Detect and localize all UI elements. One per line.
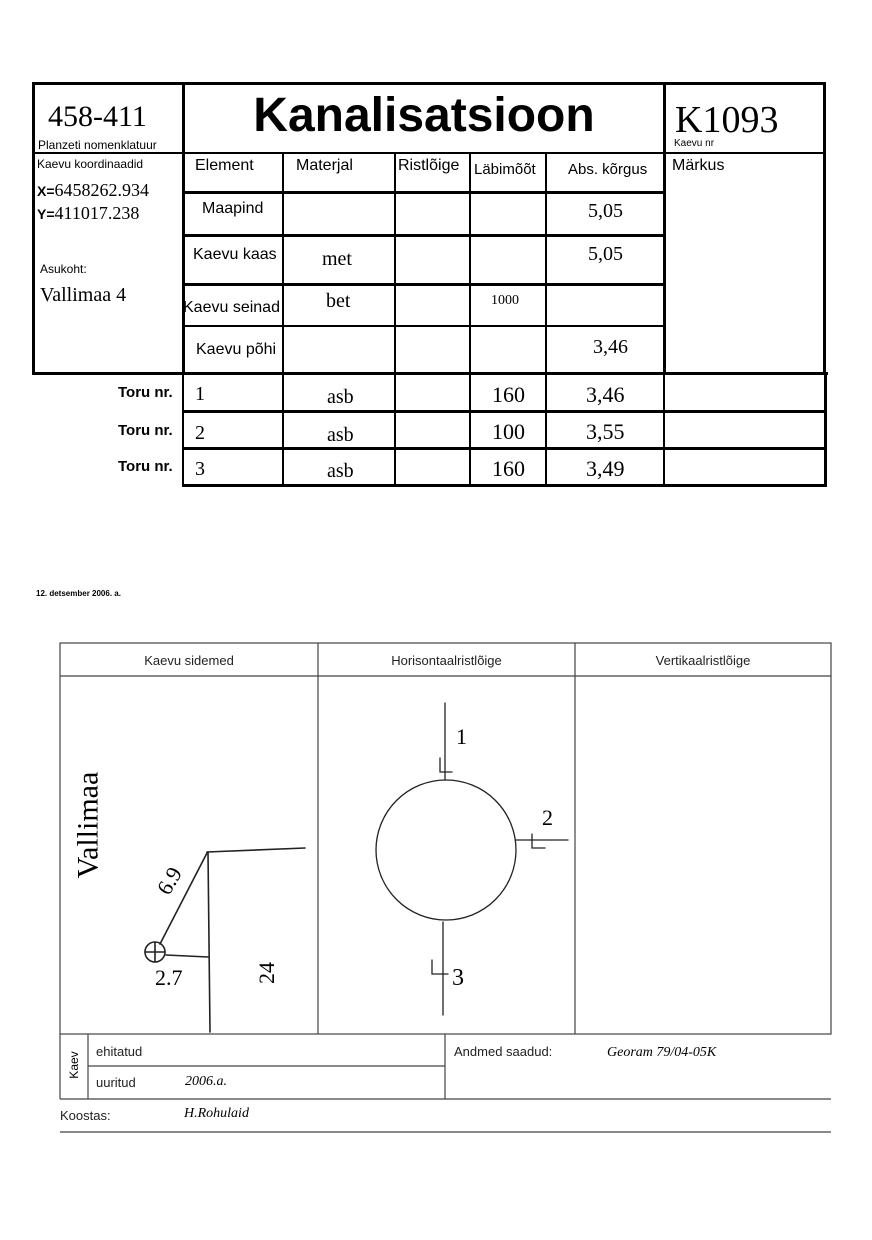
row-material: met <box>322 248 352 270</box>
pipe-label: Toru nr. <box>118 422 173 439</box>
x-label: X= <box>37 183 55 199</box>
row-height: 5,05 <box>588 243 623 265</box>
row-diameter: 1000 <box>491 293 519 308</box>
col-header-abs-height: Abs. kõrgus <box>568 161 648 178</box>
y-value: 411017.238 <box>54 203 140 223</box>
horizontal-section-sketch <box>376 703 568 1015</box>
document-date: 12. detsember 2006. a. <box>36 589 121 598</box>
pipe-label: Toru nr. <box>118 384 173 401</box>
handwritten-pipe-3: 3 <box>452 965 464 991</box>
pipe-no: 1 <box>195 383 205 405</box>
updated-value: 2006.a. <box>185 1074 227 1089</box>
col-header-connections: Kaevu sidemed <box>144 653 234 668</box>
author-label: Koostas: <box>60 1108 111 1123</box>
updated-label: uuritud <box>96 1075 136 1090</box>
pipe-material: asb <box>327 386 354 408</box>
built-label: ehitatud <box>96 1044 143 1059</box>
handwritten-2-7: 2.7 <box>155 965 183 990</box>
pipe-height: 3,49 <box>586 456 625 481</box>
pipe-no: 3 <box>195 458 205 480</box>
row-element: Kaevu põhi <box>196 341 277 358</box>
well-side-label: Kaev <box>67 1051 81 1079</box>
pipe-no: 2 <box>195 422 205 444</box>
col-header-notes: Märkus <box>672 157 725 174</box>
document-title: Kanalisatsioon <box>253 89 595 142</box>
pipe-height: 3,46 <box>586 382 625 407</box>
nomenclature-label: Planzeti nomenklatuur <box>38 138 157 152</box>
author-value: H.Rohulaid <box>184 1106 249 1121</box>
pipe-diameter: 160 <box>492 382 525 407</box>
y-label: Y= <box>37 206 55 222</box>
row-element: Maapind <box>202 200 264 217</box>
row-element: Kaevu seinad <box>183 299 280 316</box>
well-number-label: Kaevu nr <box>674 138 715 149</box>
col-header-element: Element <box>195 157 254 174</box>
col-header-vertical-section: Vertikaalristlõige <box>655 653 751 668</box>
pipe-material: asb <box>327 424 354 446</box>
well-circle <box>376 780 516 920</box>
row-element: Kaevu kaas <box>193 246 277 263</box>
well-number-value: K1093 <box>675 99 779 141</box>
row-material: bet <box>326 290 351 312</box>
pipe-label: Toru nr. <box>118 458 173 475</box>
col-header-horizontal-section: Horisontaalristlõige <box>391 653 502 668</box>
pipe-material: asb <box>327 460 354 482</box>
location-label: Asukoht: <box>40 262 87 276</box>
handwritten-24: 24 <box>254 962 279 984</box>
pipe-height: 3,55 <box>586 419 625 444</box>
handwritten-pipe-1: 1 <box>456 724 467 749</box>
pipe-diameter: 160 <box>492 456 525 481</box>
col-header-material: Materjal <box>296 157 353 174</box>
row-height: 3,46 <box>593 336 628 358</box>
handwritten-street: Vallimaa <box>71 771 105 879</box>
handwritten-pipe-2: 2 <box>542 805 553 830</box>
location-value: Vallimaa 4 <box>40 284 127 306</box>
col-header-crosssection: Ristlõige <box>398 157 460 174</box>
data-source-label: Andmed saadud: <box>454 1044 553 1059</box>
coordinates-label: Kaevu koordinaadid <box>37 157 144 171</box>
col-header-diameter: Läbimõõt <box>474 161 536 178</box>
x-value: 6458262.934 <box>54 180 150 200</box>
nomenclature-value: 458-411 <box>48 100 147 133</box>
data-source-value: Georam 79/04-05K <box>607 1045 717 1060</box>
handwritten-6-9: 6.9 <box>151 862 188 899</box>
pipe-diameter: 100 <box>492 419 525 444</box>
row-height: 5,05 <box>588 200 623 222</box>
